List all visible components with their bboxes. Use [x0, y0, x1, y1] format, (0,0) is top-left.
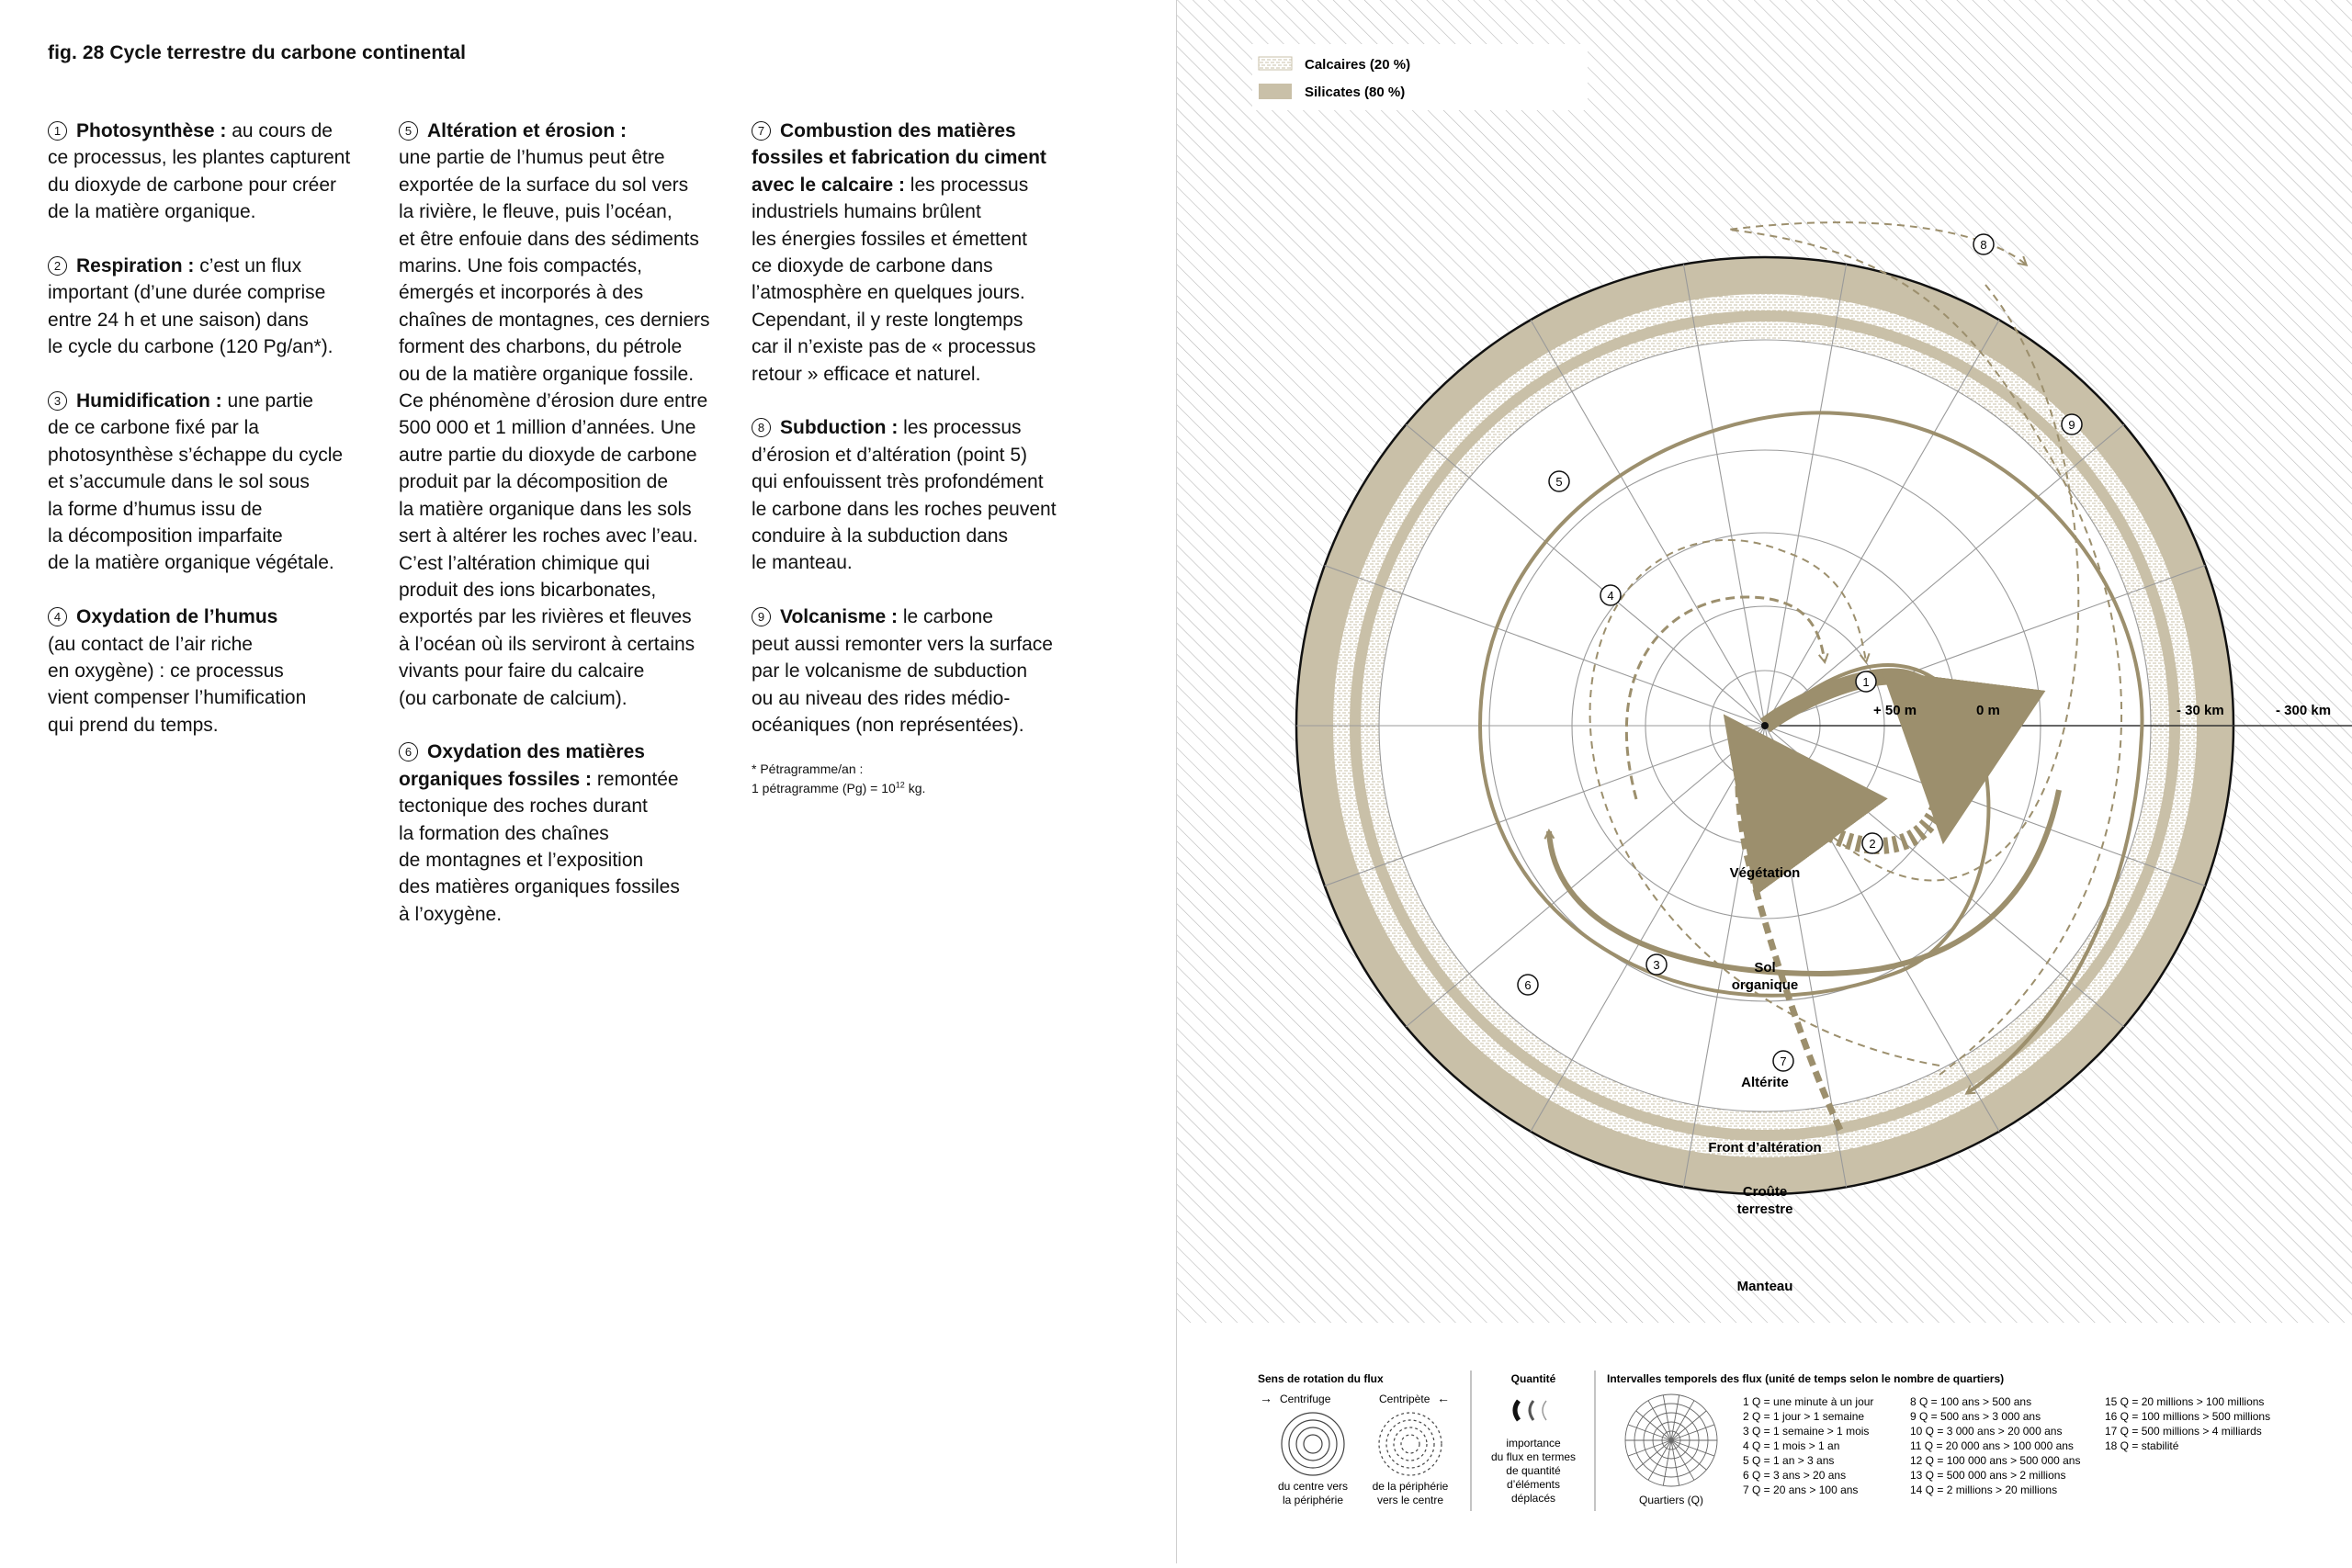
interval-entry: 5 Q = 1 an > 3 ans: [1743, 1454, 1835, 1467]
text-column-3: [752, 118, 1091, 796]
footnote-line-1: * Pétragramme/an :: [752, 761, 864, 776]
centrifuge-label: Centrifuge: [1280, 1393, 1331, 1405]
quantity-legend-title: Quantité: [1510, 1372, 1556, 1385]
figure-title: fig. 28 Cycle terrestre du carbone continental: [48, 42, 467, 63]
scale-0m: 0 m: [1976, 703, 2000, 718]
quantity-desc-line: importance: [1506, 1437, 1561, 1450]
vegetation-label: Végétation: [1729, 865, 1801, 881]
footnote-formula: 1 pétragramme (Pg) = 10: [752, 781, 896, 796]
flow-marker-8: [1973, 234, 1994, 254]
marker-number: 4: [1607, 589, 1614, 603]
paragraph-7: [752, 118, 1091, 388]
quantity-desc-line: du flux en termes: [1490, 1450, 1577, 1463]
bottom-legend: [1203, 1358, 2335, 1523]
interval-entry: 17 Q = 500 millions > 4 milliards: [2105, 1425, 2262, 1438]
silicates-swatch: [1259, 84, 1292, 99]
paragraph-heading: Volcanisme :: [780, 606, 898, 628]
flow-marker-1: [1856, 671, 1876, 692]
paragraph-5: [399, 118, 739, 712]
alterite-label: Altérite: [1741, 1075, 1789, 1090]
paragraph-body: une partie de l’humus peut être exportée de la surface du sol vers la rivière, le fleuve, puis l’océan, et être enfouie dans des sédiments marins. Une fois compactés, émergés et incorporés à des chaînes de montagnes, ces derniers forment des charbons, du pétrole ou de la matière organique fossile. Ce phénomène d’érosion dure entre 500 000 et 1 million d’années. Une autre partie du dioxyde de carbone produit par la décomposition de la matière organique dans les sols sert à altérer les roches avec l’eau. C’est l’altération chimique qui produit des ions bicarbonates, exportés par les rivières et fleuves à l’océan où ils serviront à certains vivants pour faire du calcaire (ou carbonate de calcium).: [399, 147, 710, 709]
number-badge-4: 4: [48, 607, 67, 626]
paragraph-body: au cours de ce processus, les plantes capturent du dioxyde de carbone pour créer de la matière organique.: [48, 120, 351, 223]
paragraph-heading: Altération et érosion :: [427, 120, 628, 141]
flow-marker-5: [1549, 471, 1569, 491]
quantity-desc-line: de quantité: [1506, 1464, 1561, 1477]
footnote-unit: kg.: [904, 781, 926, 796]
marker-number: 2: [1869, 837, 1876, 851]
scale-plus-50m: + 50 m: [1873, 703, 1917, 718]
interval-entry: 9 Q = 500 ans > 3 000 ans: [1910, 1410, 2041, 1423]
flow-marker-7: [1773, 1051, 1793, 1071]
quantity-desc-line: d’éléments: [1506, 1478, 1561, 1491]
interval-entry: 1 Q = une minute à un jour: [1743, 1395, 1874, 1408]
interval-entry: 11 Q = 20 000 ans > 100 000 ans: [1910, 1439, 2074, 1452]
paragraph-heading: Subduction :: [780, 417, 899, 439]
centripete-label: Centripète: [1379, 1393, 1430, 1405]
centripete-desc-1: de la périphérie: [1372, 1480, 1449, 1493]
marker-number: 1: [1862, 675, 1870, 689]
mantle-label: Manteau: [1736, 1279, 1793, 1294]
scale-minus-30km: - 30 km: [2177, 703, 2224, 718]
crust-label-1: Croûte: [1742, 1184, 1788, 1200]
quarters-label: Quartiers (Q): [1638, 1494, 1704, 1506]
interval-entry: 4 Q = 1 mois > 1 an: [1743, 1439, 1840, 1452]
weathering-front-label: Front d’altération: [1708, 1140, 1822, 1156]
paragraph-2: [48, 253, 374, 361]
interval-entry: 13 Q = 500 000 ans > 2 millions: [1910, 1469, 2066, 1482]
paragraph-8: [752, 414, 1091, 576]
interval-entry: 18 Q = stabilité: [2105, 1439, 2179, 1452]
paragraph-heading: Oxydation des matières organiques fossiles :: [399, 741, 645, 790]
footnote-line-2: [752, 781, 925, 795]
paragraph-4: [48, 604, 374, 739]
interval-entry: 2 Q = 1 jour > 1 semaine: [1743, 1410, 1865, 1423]
interval-entry: 10 Q = 3 000 ans > 20 000 ans: [1910, 1425, 2063, 1438]
calcaires-swatch: [1259, 57, 1292, 70]
interval-entry: 16 Q = 100 millions > 500 millions: [2105, 1410, 2271, 1423]
paragraph-heading: Oxydation de l’humus: [76, 606, 278, 628]
centrifuge-desc-2: la périphérie: [1282, 1494, 1344, 1506]
centrifuge-desc-1: du centre vers: [1277, 1480, 1349, 1493]
paragraph-body: (au contact de l’air riche en oxygène) : ce processus vient compenser l’humification qui prend du temps.: [48, 633, 307, 736]
marker-number: 5: [1555, 475, 1563, 489]
soil-label-2: organique: [1731, 977, 1799, 993]
paragraph-body: les processus industriels humains brûlent les énergies fossiles et émettent ce dioxyde de carbone dans l’atmosphère en quelques jours. Cependant, il y reste longtemps car il n’existe pas de « processus retour » efficace et naturel.: [752, 174, 1036, 385]
text-column-1: [48, 118, 374, 766]
marker-number: 7: [1780, 1055, 1787, 1068]
paragraph-heading: Humidification :: [76, 390, 222, 412]
center-point: [1761, 722, 1769, 729]
silicates-label: Silicates (80 %): [1305, 85, 1406, 100]
flow-marker-3: [1646, 954, 1667, 975]
paragraph-body: le carbone peut aussi remonter vers la surface par le volcanisme de subduction ou au niveau des rides médio- océaniques (non représentées).: [752, 606, 1053, 736]
centrifuge-arrow: →: [1260, 1391, 1272, 1405]
flow-marker-2: [1862, 833, 1883, 853]
marker-number: 6: [1524, 978, 1532, 992]
flow-marker-4: [1600, 585, 1621, 605]
carbon-cycle-diagram: [1177, 0, 2352, 1563]
number-badge-3: 3: [48, 391, 67, 411]
number-badge-1: 1: [48, 121, 67, 141]
number-badge-9: 9: [752, 607, 771, 626]
paragraph-heading: Photosynthèse :: [76, 120, 227, 141]
paragraph-body: c’est un flux important (d’une durée comprise entre 24 h et une saison) dans le cycle du carbone (120 Pg/an*).: [48, 255, 334, 358]
calcaires-label: Calcaires (20 %): [1305, 57, 1411, 73]
paragraph-6: [399, 739, 739, 928]
quantity-desc-line: déplacés: [1510, 1492, 1556, 1505]
marker-number: 3: [1653, 958, 1660, 972]
marker-number: 9: [2068, 418, 2075, 432]
paragraph-3: [48, 388, 374, 577]
soil-label-1: Sol: [1754, 960, 1776, 976]
paragraph-body: remontée tectonique des roches durant la formation des chaînes de montagnes et l’exposition des matières organiques fossiles à l’oxygène.: [399, 768, 680, 925]
interval-entry: 8 Q = 100 ans > 500 ans: [1910, 1395, 2032, 1408]
rotation-legend-title: Sens de rotation du flux: [1258, 1372, 1384, 1385]
paragraph-body: les processus d’érosion et d’altération (point 5) qui enfouissent très profondément le carbone dans les roches peuvent conduire à la subduction dans le manteau.: [752, 417, 1057, 574]
number-badge-2: 2: [48, 256, 67, 276]
paragraph-body: une partie de ce carbone fixé par la photosynthèse s’échappe du cycle et s’accumule dans le sol sous la forme d’humus issu de la décomposition imparfaite de la matière organique végétale.: [48, 390, 344, 574]
paragraph-1: [48, 118, 374, 226]
number-badge-7: 7: [752, 121, 771, 141]
paragraph-heading: Respiration :: [76, 255, 195, 277]
interval-entry: 3 Q = 1 semaine > 1 mois: [1743, 1425, 1870, 1438]
scale-minus-300km: - 300 km: [2276, 703, 2332, 718]
interval-entry: 12 Q = 100 000 ans > 500 000 ans: [1910, 1454, 2081, 1467]
footnote-exponent: 12: [895, 780, 905, 790]
number-badge-6: 6: [399, 742, 418, 761]
paragraph-heading: Combustion des matières fossiles et fabrication du ciment avec le calcaire :: [752, 120, 1046, 196]
text-page: [0, 0, 1176, 1563]
material-legend: [1252, 44, 1588, 110]
centripete-desc-2: vers le centre: [1376, 1494, 1444, 1506]
interval-entry: 6 Q = 3 ans > 20 ans: [1743, 1469, 1847, 1482]
marker-number: 8: [1980, 238, 1987, 252]
interval-entry: 14 Q = 2 millions > 20 millions: [1910, 1483, 2058, 1496]
number-badge-8: 8: [752, 418, 771, 437]
centripete-arrow: ←: [1437, 1391, 1450, 1405]
diagram-page: [1177, 0, 2352, 1563]
interval-entry: 15 Q = 20 millions > 100 millions: [2105, 1395, 2265, 1408]
flow-marker-6: [1518, 975, 1538, 995]
number-badge-5: 5: [399, 121, 418, 141]
flow-marker-9: [2062, 414, 2082, 434]
footnote: [752, 761, 1091, 797]
paragraph-9: [752, 604, 1091, 739]
interval-entry: 7 Q = 20 ans > 100 ans: [1743, 1483, 1859, 1496]
text-column-2: [399, 118, 739, 955]
intervals-legend-title: Intervalles temporels des flux (unité de temps selon le nombre de quartiers): [1607, 1372, 2005, 1385]
crust-label-2: terrestre: [1736, 1201, 1793, 1217]
